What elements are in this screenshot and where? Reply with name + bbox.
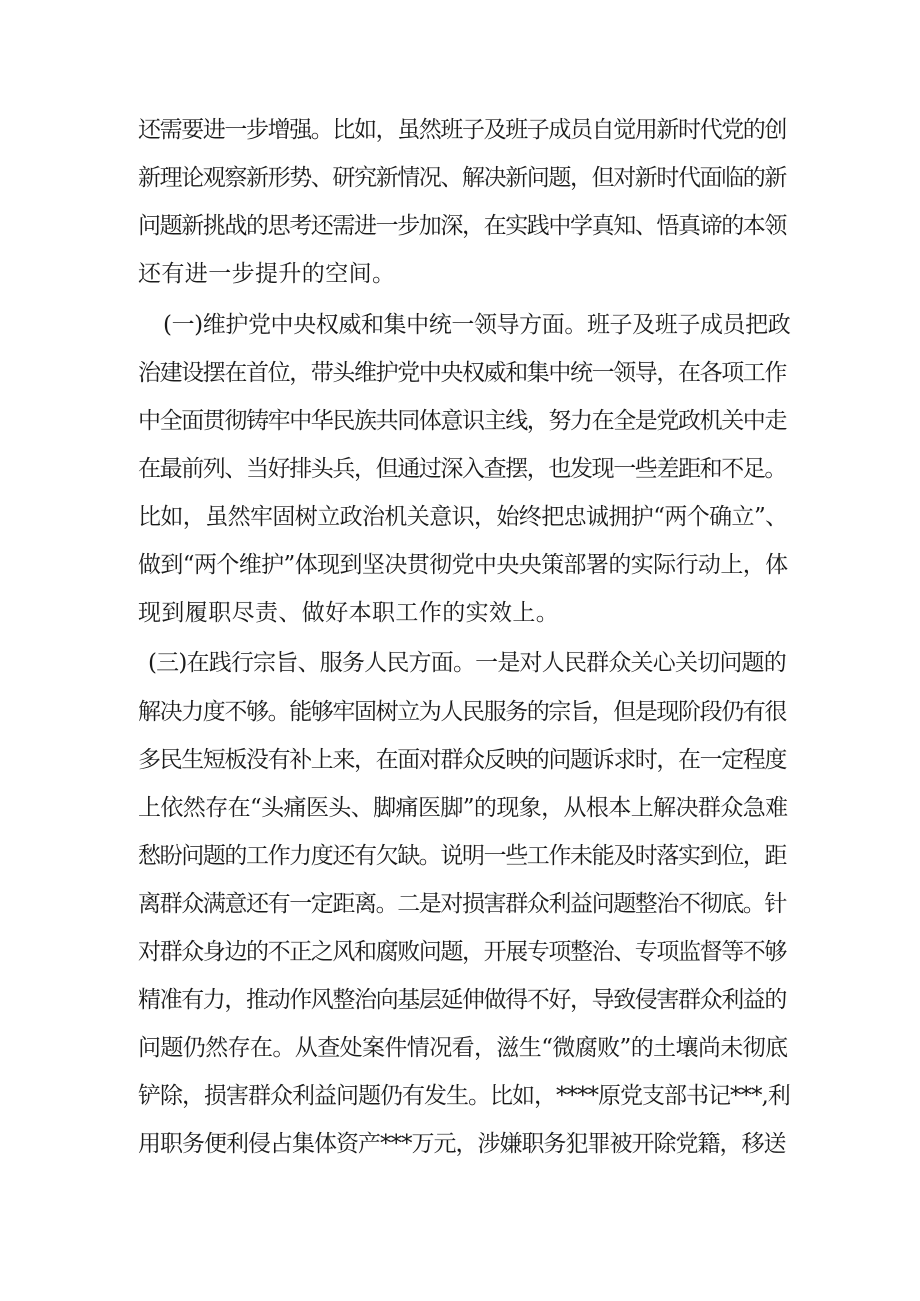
paragraph-2-line-2: 治建设摆在首位，带头维护党中央权威和集中统一领导，在各项工作 (138, 360, 787, 386)
paragraph-2-line-4: 在最前列、当好排头兵，但通过深入查摆，也发现一些差距和不足。 (138, 456, 787, 482)
paragraph-2-line-7: 现到履职尽责、做好本职工作的实效上。 (138, 600, 560, 626)
paragraph-1-line-1: 还需要进一步增强。比如，虽然班子及班子成员自觉用新时代党的创 (138, 117, 787, 143)
paragraph-3-line-5: 愁盼问题的工作力度还有欠缺。说明一些工作未能及时落实到位，距 (138, 843, 787, 869)
paragraph-3-line-3: 多民生短板没有补上来，在面对群众反映的问题诉求时，在一定程度 (138, 747, 787, 773)
paragraph-2-line-6: 做到“两个维护”体现到坚决贯彻党中央央策部署的实际行动上，体 (138, 552, 788, 578)
paragraph-3-line-8: 精准有力，推动作风整治向基层延伸做得不好，导致侵害群众利益的 (138, 987, 787, 1013)
paragraph-3-line-9: 问题仍然存在。从查处案件情况看，滋生“微腐败”的土壤尚未彻底 (138, 1035, 788, 1061)
paragraph-2-line-1: (一)维护党中央权威和集中统一领导方面。班子及班子成员把政 (163, 312, 791, 338)
paragraph-3-line-11: 用职务便利侵占集体资产***万元，涉嫌职务犯罪被开除党籍，移送 (138, 1131, 786, 1157)
paragraph-3-line-4: 上依然存在“头痛医头、脚痛医脚”的现象，从根本上解决群众急难 (138, 795, 788, 821)
paragraph-1-line-4: 还有进一步提升的空间。 (138, 261, 396, 287)
paragraph-3-line-6: 离群众满意还有一定距离。二是对损害群众利益问题整治不彻底。针 (138, 891, 787, 917)
paragraph-2-line-5: 比如，虽然牢固树立政治机关意识，始终把忠诚拥护“两个确立”、 (138, 504, 788, 530)
paragraph-3-line-1: (三)在践行宗旨、服务人民方面。一是对人民群众关心关切问题的 (148, 650, 786, 676)
paragraph-1-line-3: 问题新挑战的思考还需进一步加深，在实践中学真知、悟真谛的本领 (138, 213, 787, 239)
paragraph-3-line-7: 对群众身边的不正之风和腐败问题，开展专项整治、专项监督等不够 (138, 939, 787, 965)
paragraph-3-line-2: 解决力度不够。能够牢固树立为人民服务的宗旨，但是现阶段仍有很 (138, 699, 787, 725)
paragraph-3-line-10: 铲除，损害群众利益问题仍有发生。比如，****原党支部书记***,利 (138, 1083, 790, 1109)
paragraph-2-line-3: 中全面贯彻铸牢中华民族共同体意识主线，努力在全是党政机关中走 (138, 408, 787, 434)
paragraph-1-line-2: 新理论观察新形势、研究新情况、解决新问题，但对新时代面临的新 (138, 165, 787, 191)
